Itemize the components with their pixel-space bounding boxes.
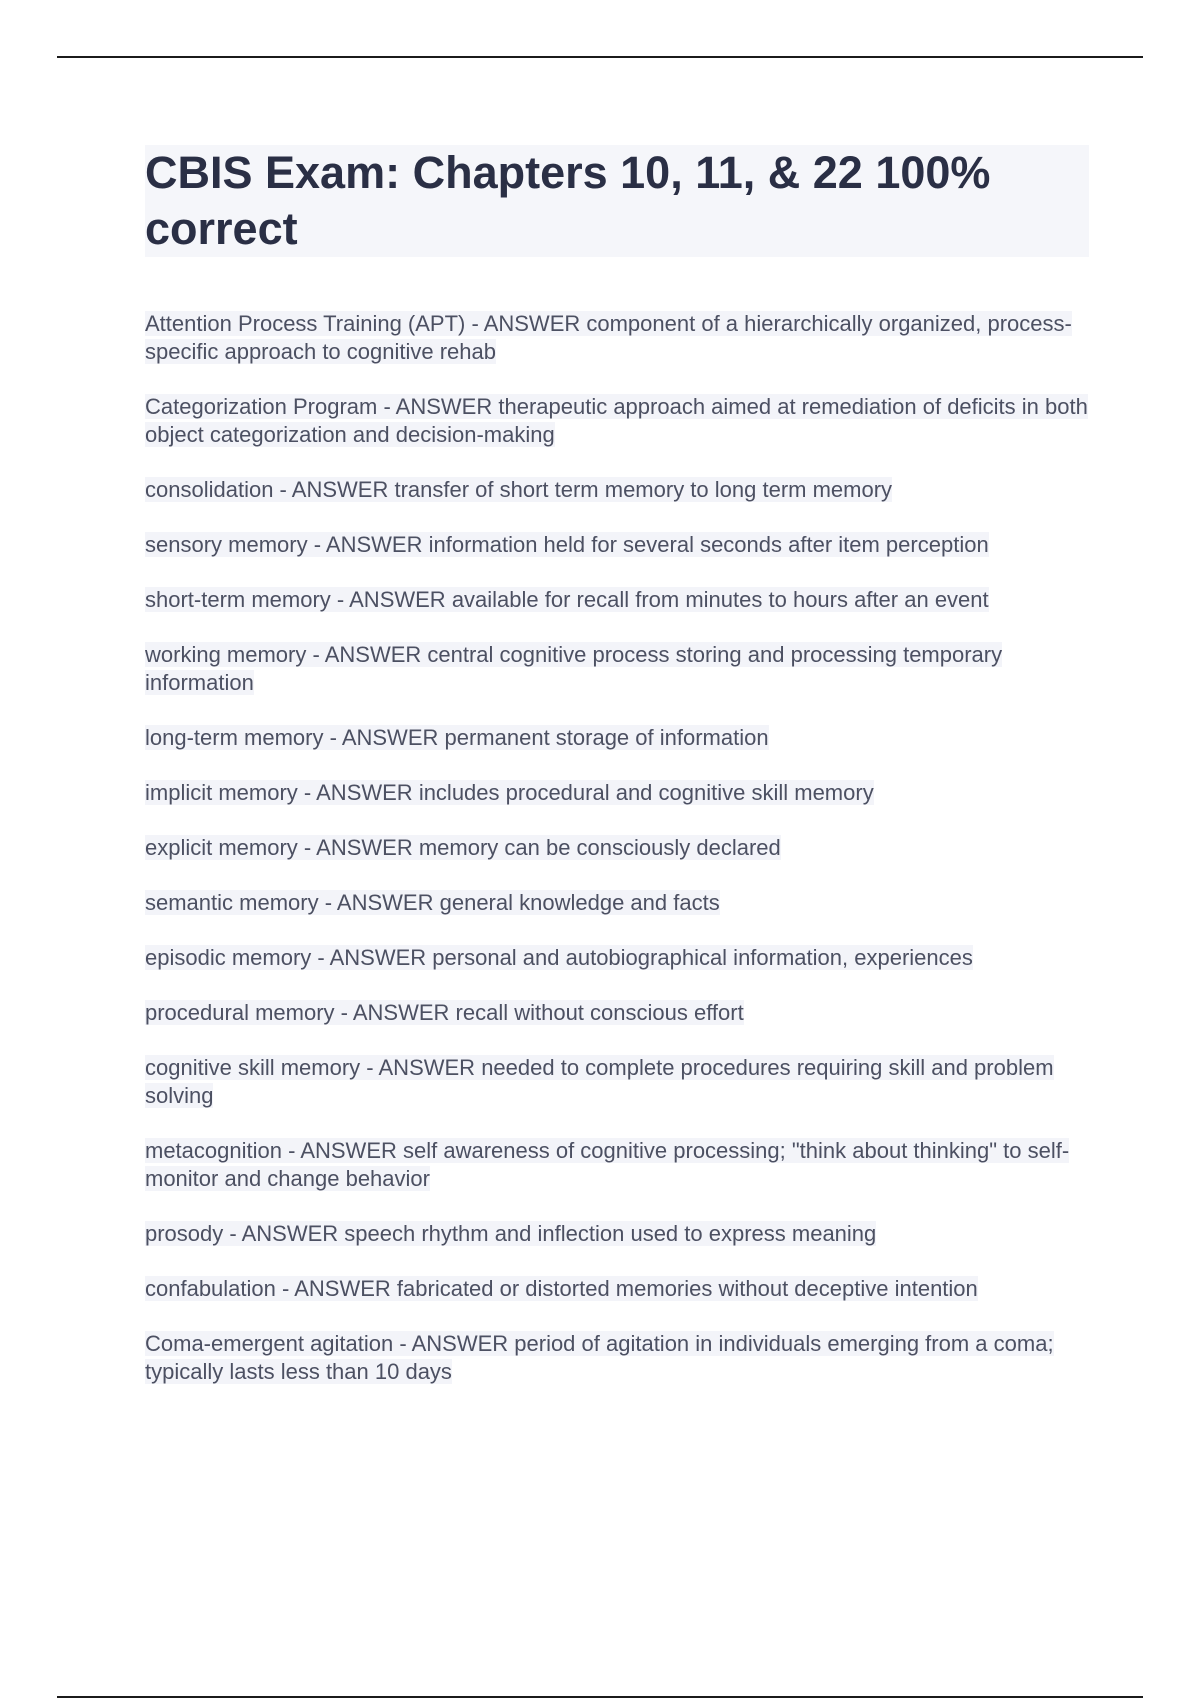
entry-separator: - ANSWER <box>393 1331 515 1356</box>
list-item <box>145 531 1089 559</box>
list-item <box>145 476 1089 504</box>
entry-answer: self awareness of cognitive processing; "think about thinking" to self-monitor and change behavior <box>145 1138 1070 1191</box>
entry-text <box>145 587 989 612</box>
entry-term: sensory memory <box>145 532 308 557</box>
entry-text <box>145 1276 978 1301</box>
entry-term: short-term memory <box>145 587 331 612</box>
entry-term: Coma-emergent agitation <box>145 1331 394 1356</box>
entry-separator: - ANSWER <box>306 642 428 667</box>
entry-answer: fabricated or distorted memories without deceptive intention <box>396 1276 978 1301</box>
entry-separator: - ANSWER <box>297 780 419 805</box>
entry-term: episodic memory <box>145 945 312 970</box>
entry-term: confabulation <box>145 1276 276 1301</box>
entry-answer: permanent storage of information <box>444 725 769 750</box>
entry-text <box>145 642 1002 695</box>
entry-term: implicit memory <box>145 780 298 805</box>
list-item <box>145 779 1089 807</box>
entry-term: working memory <box>145 642 307 667</box>
list-item <box>145 724 1089 752</box>
entry-term: semantic memory <box>145 890 319 915</box>
list-item <box>145 889 1089 917</box>
bottom-rule <box>57 1696 1143 1698</box>
flashcard-list <box>145 310 1089 1413</box>
entry-term: long-term memory <box>145 725 324 750</box>
entry-answer: therapeutic approach aimed at remediation of deficits in both object categorization and decision-making <box>145 394 1088 447</box>
list-item <box>145 1054 1089 1110</box>
list-item <box>145 641 1089 697</box>
list-item <box>145 1330 1089 1386</box>
entry-separator: - ANSWER <box>307 532 429 557</box>
entry-answer: general knowledge and facts <box>439 890 720 915</box>
entry-answer: available for recall from minutes to hours after an event <box>451 587 989 612</box>
entry-separator: - ANSWER <box>330 587 452 612</box>
entry-text <box>145 835 781 860</box>
document-title: CBIS Exam: Chapters 10, 11, & 22 100% correct <box>145 147 991 254</box>
entry-answer: includes procedural and cognitive skill memory <box>418 780 874 805</box>
entry-term: metacognition <box>145 1138 282 1163</box>
entry-term: cognitive skill memory <box>145 1055 361 1080</box>
entry-answer: speech rhythm and inflection used to express meaning <box>344 1221 877 1246</box>
title-block <box>145 145 1089 257</box>
list-item <box>145 944 1089 972</box>
entry-answer: component of a hierarchically organized, process-specific approach to cognitive rehab <box>145 311 1072 364</box>
entry-answer: period of agitation in individuals emerging from a coma; typically lasts less than 10 days <box>145 1331 1054 1384</box>
list-item <box>145 393 1089 449</box>
entry-answer: transfer of short term memory to long term memory <box>394 477 893 502</box>
list-item <box>145 1220 1089 1248</box>
entry-answer: recall without conscious effort <box>455 1000 744 1025</box>
entry-text <box>145 945 973 970</box>
top-rule <box>57 56 1143 58</box>
entry-text <box>145 1221 876 1246</box>
entry-separator: - ANSWER <box>273 477 395 502</box>
entry-separator: - ANSWER <box>377 394 499 419</box>
entry-term: Categorization Program <box>145 394 378 419</box>
list-item <box>145 834 1089 862</box>
list-item <box>145 1137 1089 1193</box>
entry-term: Attention Process Training (APT) <box>145 311 466 336</box>
list-item <box>145 310 1089 366</box>
entry-separator: - ANSWER <box>318 890 440 915</box>
entry-answer: central cognitive process storing and processing temporary information <box>145 642 1003 695</box>
entry-text <box>145 725 769 750</box>
entry-answer: memory can be consciously declared <box>418 835 781 860</box>
entry-text <box>145 1055 1054 1108</box>
entry-answer: personal and autobiographical information, experiences <box>432 945 973 970</box>
entry-text <box>145 394 1088 447</box>
entry-separator: - ANSWER <box>465 311 587 336</box>
entry-text <box>145 780 874 805</box>
entry-separator: - ANSWER <box>334 1000 456 1025</box>
list-item <box>145 999 1089 1027</box>
entry-text <box>145 477 892 502</box>
entry-term: explicit memory <box>145 835 298 860</box>
list-item <box>145 1275 1089 1303</box>
entry-text <box>145 1331 1054 1384</box>
entry-text <box>145 532 989 557</box>
list-item <box>145 586 1089 614</box>
entry-text <box>145 1000 744 1025</box>
entry-term: prosody <box>145 1221 224 1246</box>
entry-answer: information held for several seconds after item perception <box>428 532 989 557</box>
entry-separator: - ANSWER <box>323 725 445 750</box>
entry-separator: - ANSWER <box>297 835 419 860</box>
entry-text <box>145 1138 1069 1191</box>
entry-separator: - ANSWER <box>360 1055 482 1080</box>
entry-text <box>145 890 720 915</box>
entry-term: consolidation <box>145 477 274 502</box>
entry-separator: - ANSWER <box>281 1138 403 1163</box>
entry-separator: - ANSWER <box>311 945 433 970</box>
entry-separator: - ANSWER <box>223 1221 345 1246</box>
entry-answer: needed to complete procedures requiring skill and problem solving <box>145 1055 1054 1108</box>
entry-separator: - ANSWER <box>275 1276 397 1301</box>
entry-text <box>145 311 1072 364</box>
entry-term: procedural memory <box>145 1000 335 1025</box>
